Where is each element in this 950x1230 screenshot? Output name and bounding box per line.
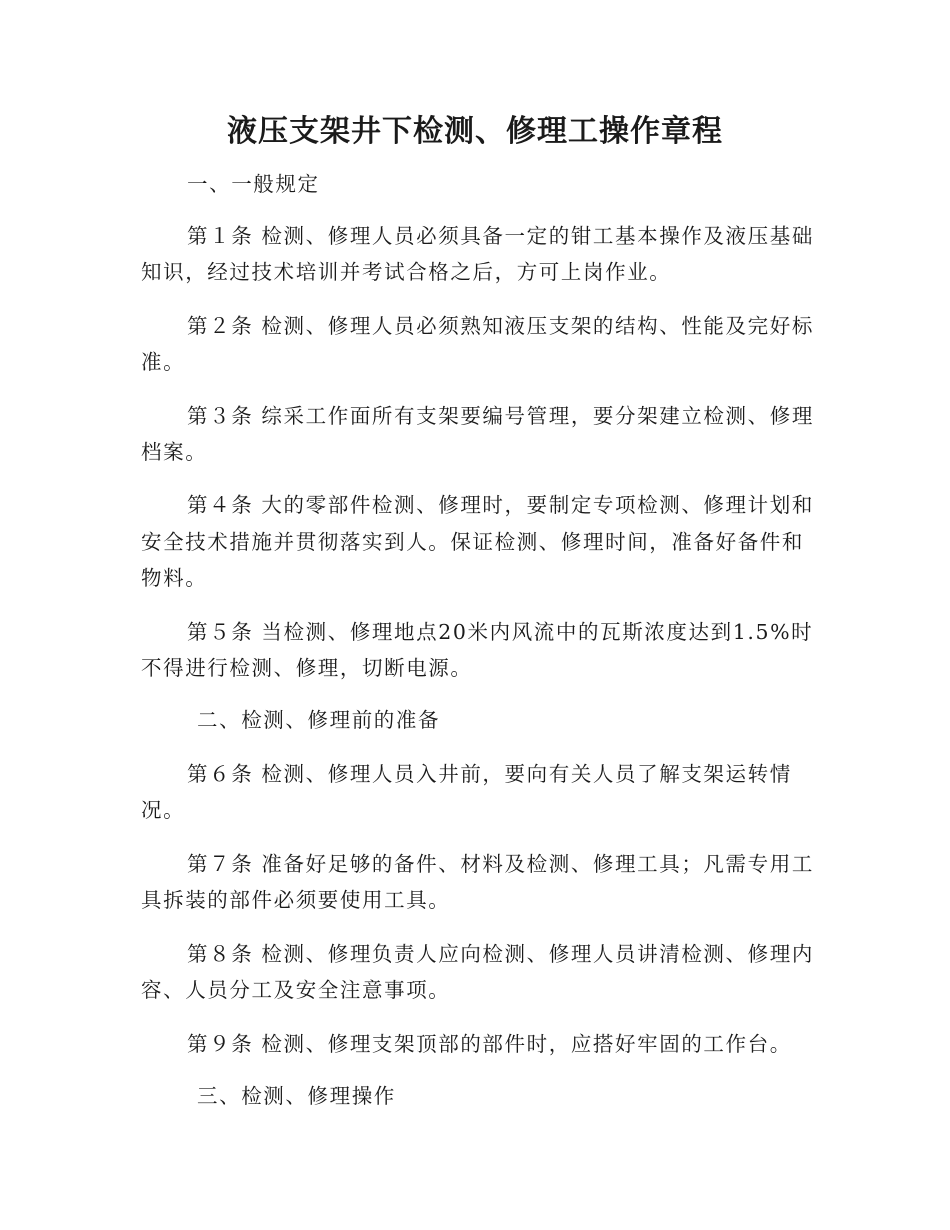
article-6-line-1: 第６条 检测、修理人员入井前，要向有关人员了解支架运转情 <box>187 762 792 786</box>
article-7-line-1: 第７条 准备好足够的备件、材料及检测、修理工具；凡需专用工 <box>187 852 814 876</box>
article-6-line-2: 况。 <box>141 798 186 822</box>
article-9-line-1: 第９条 检测、修理支架顶部的部件时，应搭好牢固的工作台。 <box>187 1032 792 1056</box>
article-5-line-2: 不得进行检测、修理，切断电源。 <box>141 656 473 680</box>
article-1-line-2: 知识，经过技术培训并考试合格之后，方可上岗作业。 <box>141 260 672 284</box>
article-8-line-2: 容、人员分工及安全注意事项。 <box>141 978 451 1002</box>
article-3-line-2: 档案。 <box>141 440 208 464</box>
article-2-line-2: 准。 <box>141 350 186 374</box>
article-8-line-1: 第８条 检测、修理负责人应向检测、修理人员讲清检测、修理内 <box>187 942 814 966</box>
section-heading-3: 三、检测、修理操作 <box>197 1084 396 1108</box>
article-1-line-1: 第１条 检测、修理人员必须具备一定的钳工基本操作及液压基础 <box>187 224 814 248</box>
section-heading-2: 二、检测、修理前的准备 <box>197 708 441 732</box>
section-heading-1: 一、一般规定 <box>187 172 320 196</box>
article-4-line-1: 第４条 大的零部件检测、修理时，要制定专项检测、修理计划和 <box>187 493 814 517</box>
document-title: 液压支架井下检测、修理工操作章程 <box>227 114 723 149</box>
article-7-line-2: 具拆装的部件必须要使用工具。 <box>141 888 451 912</box>
article-4-line-2: 安全技术措施并贯彻落实到人。保证检测、修理时间，准备好备件和 <box>141 530 804 554</box>
article-2-line-1: 第２条 检测、修理人员必须熟知液压支架的结构、性能及完好标 <box>187 314 814 338</box>
article-3-line-1: 第３条 综采工作面所有支架要编号管理，要分架建立检测、修理 <box>187 404 814 428</box>
article-4-line-3: 物料。 <box>141 566 208 590</box>
article-5-line-1: 第５条 当检测、修理地点20米内风流中的瓦斯浓度达到1.5%时 <box>187 620 814 644</box>
